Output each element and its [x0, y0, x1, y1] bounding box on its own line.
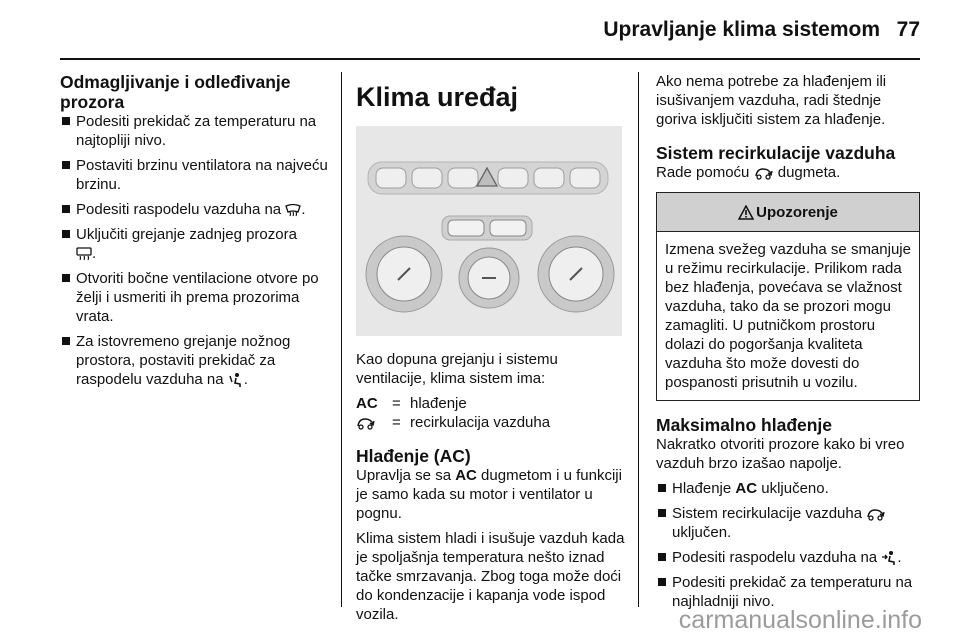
- column-recirculation: [656, 72, 920, 617]
- rear-window-heating-icon: [76, 247, 92, 261]
- recirculation-icon: [866, 507, 886, 521]
- list-item: Postaviti brzinu ventilatora na najveću brzinu.: [60, 156, 332, 194]
- warning-box: [656, 192, 920, 401]
- warning-header: Upozorenje: [657, 193, 919, 232]
- warning-triangle-icon: [738, 205, 754, 220]
- warning-text: Izmena svežeg vazduha se smanjuje u režimu recirkulacije. Prilikom rada bez hlađenja, povećava se vlažnost vazduha, tako da se prozori mogu zamagliti. U putničkom prostoru dolazi do pogoršanja kvaliteta vazduha što može dovesti do pospanosti prisutnih u vozilu.: [665, 241, 911, 391]
- column-divider-1: [341, 72, 342, 607]
- recirculation-icon: [754, 166, 774, 180]
- abbr-row-recirculation: = recirkulacija vazduha: [356, 413, 626, 432]
- ac-heading: Hlađenje (AC): [356, 446, 471, 466]
- face-vent-airflow-icon: [881, 550, 897, 566]
- defrost-heading: Odmagljivanje i odleđivanje prozora: [60, 72, 291, 112]
- list-item: Podesiti prekidač za temperaturu na najtopliji nivo.: [60, 112, 332, 150]
- recirculation-text: Rade pomoću dugmeta.: [656, 164, 841, 181]
- recirculation-icon: [356, 416, 376, 430]
- ac-paragraph-1: Upravlja se sa AC dugmetom i u funkciji je samo kada su motor i ventilator u pognu.: [356, 467, 622, 522]
- recirculation-heading: Sistem recirkulacije vazduha: [656, 143, 896, 163]
- max-cooling-list: [656, 479, 920, 611]
- windscreen-defrost-icon: [285, 203, 301, 217]
- column-defrost: [60, 72, 332, 395]
- list-item: Sistem recirkulacije vazduha uključen.: [656, 504, 920, 542]
- list-item: Podesiti raspodelu vazduha na .: [60, 200, 332, 219]
- column-divider-2: [638, 72, 639, 607]
- header-rule: [60, 58, 920, 60]
- max-cooling-heading: Maksimalno hlađenje: [656, 415, 833, 435]
- climate-heading: Klima uređaj: [356, 82, 519, 112]
- column-climate: [356, 72, 626, 630]
- watermark: carmanualsonline.info: [678, 606, 922, 634]
- list-item: Uključiti grejanje zadnjeg prozora .: [60, 225, 332, 263]
- list-item: Za istovremeno grejanje nožnog prostora, postaviti prekidač za raspodelu vazduha na .: [60, 332, 332, 389]
- list-item: Hlađenje AC uključeno.: [656, 479, 920, 498]
- list-item: Podesiti prekidač za temperaturu na najhladniji nivo.: [656, 573, 920, 611]
- page-header-title: Upravljanje klima sistemom: [603, 18, 880, 41]
- list-item: Otvoriti bočne ventilacione otvore po želji i usmeriti ih prema prozorima vrata.: [60, 269, 332, 326]
- page-number: 77: [896, 18, 920, 41]
- ac-off-text: Ako nema potrebe za hlađenjem ili isušivanjem vazduha, radi štednje goriva isključiti sistem za hlađenje.: [656, 73, 887, 128]
- ac-paragraph-2: Klima sistem hladi i isušuje vazduh kada je spoljašnja temperatura nešto iznad tačke smrzavanja. Zbog toga može doći do kondenzacije i kapanja vode ispod vozila.: [356, 530, 625, 623]
- climate-intro: Kao dopuna grejanju i sistemu ventilacije, klima sistem ima:: [356, 351, 558, 387]
- floor-windscreen-airflow-icon: [228, 372, 244, 388]
- list-item: Podesiti raspodelu vazduha na .: [656, 548, 920, 567]
- abbr-row-ac: AC = hlađenje: [356, 395, 467, 412]
- defrost-list: [60, 112, 332, 389]
- climate-panel-illustration: [356, 126, 622, 336]
- max-cooling-intro: Nakratko otvoriti prozore kako bi vreo vazduh brzo izašao napolje.: [656, 436, 905, 472]
